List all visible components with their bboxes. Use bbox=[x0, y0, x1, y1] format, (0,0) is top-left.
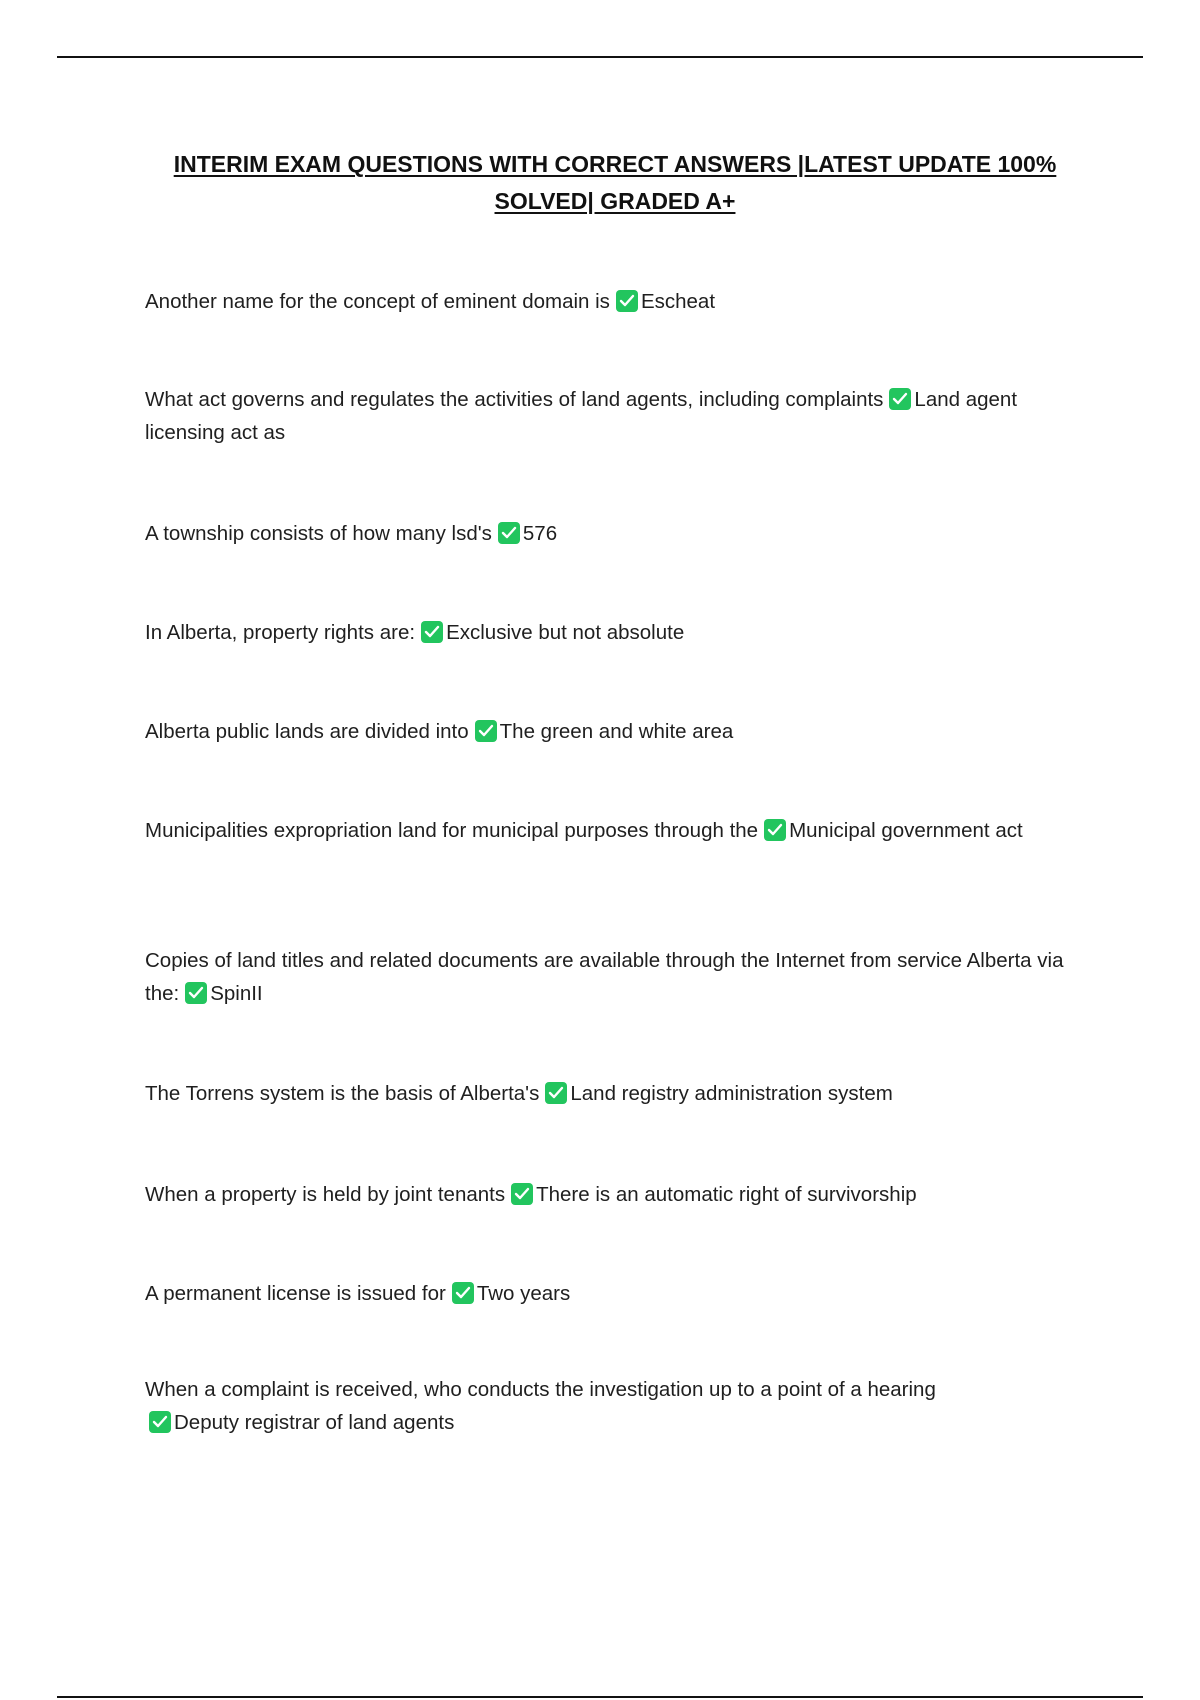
qa-item bbox=[145, 616, 1090, 649]
qa-item bbox=[145, 1178, 1090, 1211]
check-mark-icon bbox=[616, 290, 638, 312]
check-mark-icon bbox=[511, 1183, 533, 1205]
question-text: Another name for the concept of eminent domain is bbox=[145, 290, 610, 313]
answer-text: 576 bbox=[522, 522, 558, 545]
check-mark-icon bbox=[185, 982, 207, 1004]
answer-text: SpinII bbox=[210, 982, 263, 1005]
qa-item bbox=[145, 285, 1090, 318]
top-rule bbox=[57, 56, 1143, 58]
check-mark-icon bbox=[764, 819, 786, 841]
bottom-rule bbox=[57, 1696, 1143, 1698]
question-text: What act governs and regulates the activities of land agents, including complaints bbox=[145, 388, 884, 411]
answer-text: Municipal government act bbox=[789, 819, 1023, 842]
answer-text: Escheat bbox=[640, 290, 716, 313]
answer-text: There is an automatic right of survivorship bbox=[536, 1183, 917, 1206]
answer-text: Exclusive but not absolute bbox=[446, 621, 685, 644]
question-text: In Alberta, property rights are: bbox=[145, 621, 416, 644]
check-mark-icon bbox=[889, 388, 911, 410]
answer-text: Two years bbox=[476, 1282, 571, 1305]
answer-text: Land agent licensing act as bbox=[145, 388, 1018, 444]
qa-item bbox=[145, 814, 1090, 847]
check-mark-icon bbox=[545, 1082, 567, 1104]
check-mark-icon bbox=[498, 522, 520, 544]
question-text: A township consists of how many lsd's bbox=[145, 522, 492, 545]
question-text: When a property is held by joint tenants bbox=[145, 1183, 506, 1206]
check-mark-icon bbox=[475, 720, 497, 742]
question-text: Alberta public lands are divided into bbox=[145, 720, 469, 743]
question-text: Copies of land titles and related documents are available through the Internet from service Alberta via the: bbox=[145, 949, 1064, 1005]
answer-text: Deputy registrar of land agents bbox=[174, 1411, 455, 1434]
answer-text: Land registry administration system bbox=[570, 1082, 893, 1105]
qa-item bbox=[145, 1373, 1090, 1439]
qa-item bbox=[145, 383, 1090, 449]
check-mark-icon bbox=[149, 1411, 171, 1433]
question-text: A permanent license is issued for bbox=[145, 1282, 446, 1305]
check-mark-icon bbox=[452, 1282, 474, 1304]
title-line-2: SOLVED| GRADED A+ bbox=[494, 188, 736, 214]
answer-text: The green and white area bbox=[499, 720, 734, 743]
qa-item bbox=[145, 517, 1090, 550]
document-title bbox=[140, 146, 1090, 220]
check-mark-icon bbox=[421, 621, 443, 643]
qa-item bbox=[145, 1277, 1090, 1310]
qa-item bbox=[145, 944, 1090, 1010]
title-line-1: INTERIM EXAM QUESTIONS WITH CORRECT ANSWERS |LATEST UPDATE 100% bbox=[173, 151, 1057, 177]
question-text: The Torrens system is the basis of Alberta's bbox=[145, 1082, 540, 1105]
question-text: Municipalities expropriation land for municipal purposes through the bbox=[145, 819, 759, 842]
question-text: When a complaint is received, who conducts the investigation up to a point of a hearing bbox=[145, 1378, 936, 1401]
qa-item bbox=[145, 1077, 1090, 1110]
qa-item bbox=[145, 715, 1090, 748]
